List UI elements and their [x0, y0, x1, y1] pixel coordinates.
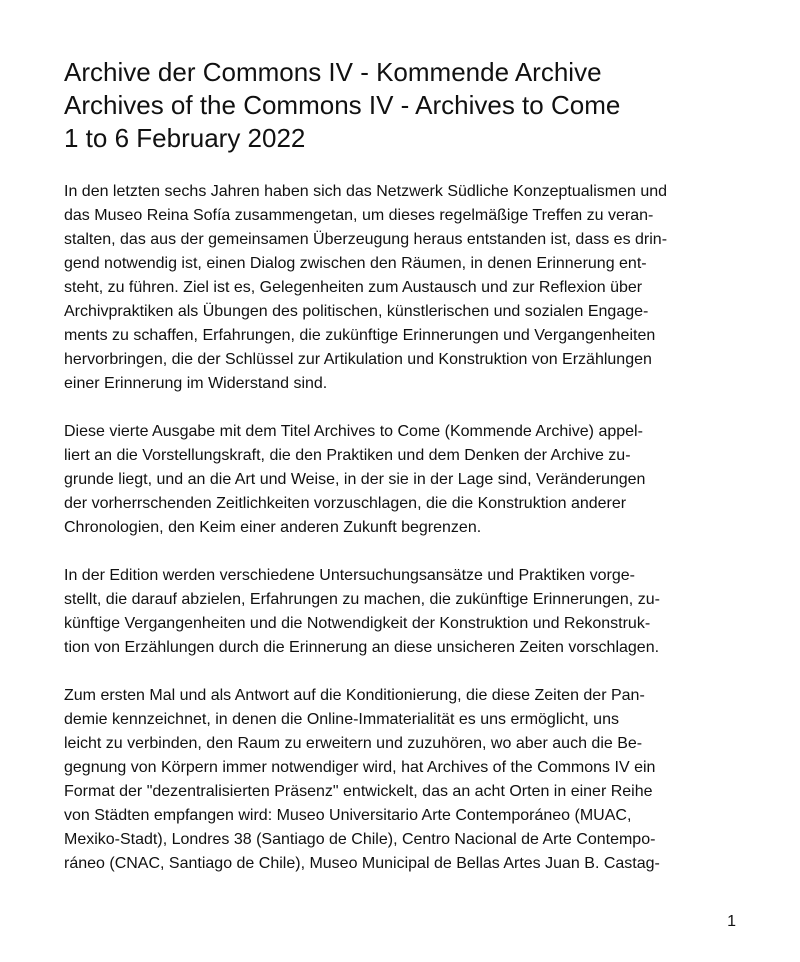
text-line: Zum ersten Mal und als Antwort auf die Konditionierung, die diese Zeiten der Pan-: [64, 687, 645, 704]
text-line: tion von Erzählungen durch die Erinnerung an diese unsicheren Zeiten vorschlagen.: [64, 639, 660, 656]
text-line: stellt, die darauf abzielen, Erfahrungen zu machen, die zukünftige Erinnerungen, zu-: [64, 591, 660, 608]
text-line: demie kennzeichnet, in denen die Online-Immaterialität es uns ermöglicht, uns: [64, 711, 619, 728]
title-line-german: Archive der Commons IV - Kommende Archive: [64, 57, 602, 87]
text-line: gegnung von Körpern immer notwendiger wird, hat Archives of the Commons IV ein: [64, 759, 656, 776]
document-body: [64, 180, 744, 900]
text-line: Chronologien, den Keim einer anderen Zukunft begrenzen.: [64, 519, 482, 536]
title-line-dates: 1 to 6 February 2022: [64, 123, 306, 153]
text-line: künftige Vergangenheiten und die Notwendigkeit der Konstruktion und Rekonstruk-: [64, 615, 651, 632]
text-line: Mexiko-Stadt), Londres 38 (Santiago de Chile), Centro Nacional de Arte Contempo-: [64, 831, 656, 848]
text-line: gend notwendig ist, einen Dialog zwischen den Räumen, in denen Erinnerung ent-: [64, 255, 647, 272]
paragraph-3: [64, 564, 744, 660]
paragraph-2: [64, 420, 744, 540]
text-line: der vorherrschenden Zeitlichkeiten vorzuschlagen, die die Konstruktion anderer: [64, 495, 627, 512]
document-title: [64, 56, 744, 155]
text-line: In der Edition werden verschiedene Untersuchungsansätze und Praktiken vorge-: [64, 567, 635, 584]
text-line: von Städten empfangen wird: Museo Universitario Arte Contemporáneo (MUAC,: [64, 807, 632, 824]
paragraph-1: [64, 180, 744, 396]
text-line: Diese vierte Ausgabe mit dem Titel Archives to Come (Kommende Archive) appel-: [64, 423, 643, 440]
paragraph-4: [64, 684, 744, 876]
text-line: In den letzten sechs Jahren haben sich das Netzwerk Südliche Konzeptualismen und: [64, 183, 668, 200]
title-line-english: Archives of the Commons IV - Archives to Come: [64, 90, 621, 120]
text-line: Archivpraktiken als Übungen des politischen, künstlerischen und sozialen Engage-: [64, 303, 649, 320]
text-line: Format der "dezentralisierten Präsenz" entwickelt, das an acht Orten in einer Reihe: [64, 783, 653, 800]
text-line: steht, zu führen. Ziel ist es, Gelegenheiten zum Austausch und zur Reflexion über: [64, 279, 643, 296]
text-line: hervorbringen, die der Schlüssel zur Artikulation und Konstruktion von Erzählungen: [64, 351, 652, 368]
page-number: 1: [727, 913, 736, 930]
text-line: leicht zu verbinden, den Raum zu erweitern und zuzuhören, wo aber auch die Be-: [64, 735, 643, 752]
text-line: stalten, das aus der gemeinsamen Überzeugung heraus entstanden ist, dass es drin-: [64, 231, 668, 248]
text-line: grunde liegt, und an die Art und Weise, in der sie in der Lage sind, Veränderungen: [64, 471, 646, 488]
text-line: ráneo (CNAC, Santiago de Chile), Museo Municipal de Bellas Artes Juan B. Castag-: [64, 855, 660, 872]
text-line: einer Erinnerung im Widerstand sind.: [64, 375, 328, 392]
text-line: ments zu schaffen, Erfahrungen, die zukünftige Erinnerungen und Vergangenheiten: [64, 327, 656, 344]
text-line: das Museo Reina Sofía zusammengetan, um dieses regelmäßige Treffen zu veran-: [64, 207, 654, 224]
text-line: liert an die Vorstellungskraft, die den Praktiken und dem Denken der Archive zu-: [64, 447, 631, 464]
